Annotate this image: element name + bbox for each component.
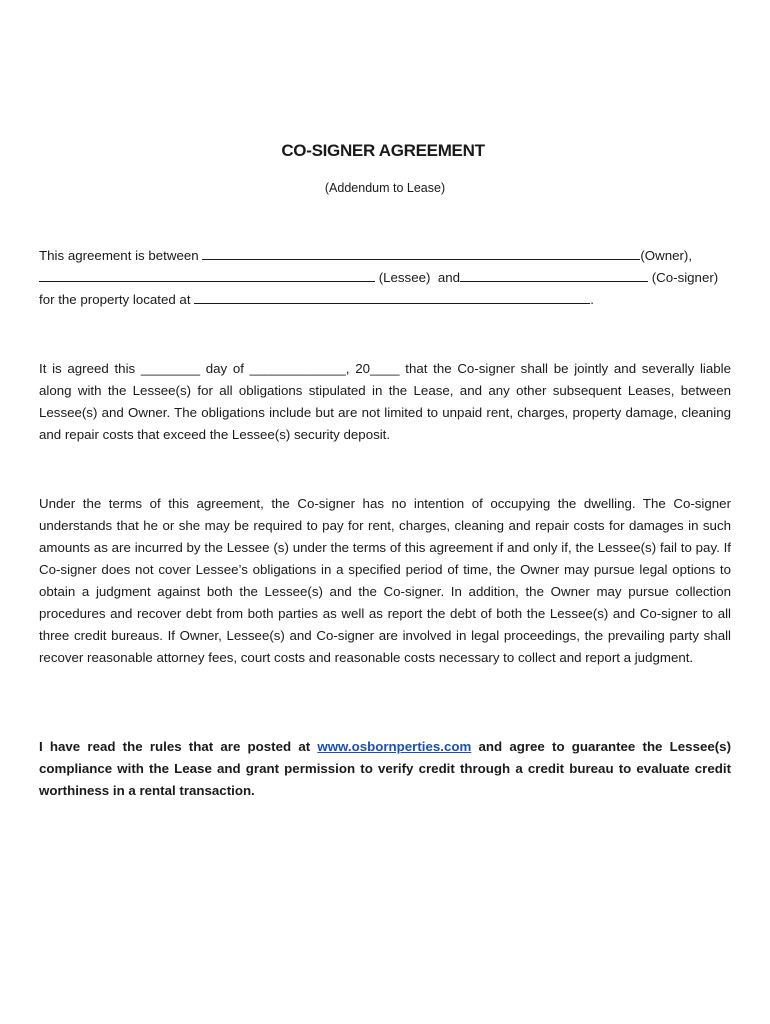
acknowledgement-intro: I have read the rules that are posted at <box>39 739 318 754</box>
cosigner-label: (Co-signer) <box>648 270 719 285</box>
document-title: CO-SIGNER AGREEMENT <box>281 141 485 160</box>
acknowledgement-body: and agree to guarantee the Lessee(s) compliance with the Lease and grant permission to verify credit through a credit bureau to evaluate credit worthiness in a rental transaction. <box>39 739 732 798</box>
parties-line-1 <box>39 245 692 267</box>
cosigner-name-field[interactable] <box>460 269 648 282</box>
property-line-end: . <box>590 292 594 307</box>
agreement-paragraph: It is agreed this ________ day of _____________, 20____ that the Co-signer shall be jointly and severally liable along with the Lessee(s) for all obligations stipulated in the Lease, and any other subsequent Leases, between Lessee(s) and Owner. The obligations include but are not limited to unpaid rent, charges, property damage, cleaning and repair costs that exceed the Lessee(s) security deposit. <box>39 361 731 442</box>
lessee-name-field[interactable] <box>39 269 375 282</box>
owner-label: (Owner), <box>640 248 693 263</box>
owner-name-field[interactable] <box>202 247 640 260</box>
parties-line-2 <box>39 267 718 289</box>
acknowledgement-paragraph <box>39 736 731 802</box>
terms-paragraph: Under the terms of this agreement, the Co-signer has no intention of occupying the dwelling. The Co-signer understands that he or she may be required to pay for rent, charges, cleaning and repair costs for damages in such amounts as are incurred by the Lessee (s) under the terms of this agreement if and only if, the Lessee(s) fail to pay. If Co-signer does not cover Lessee’s obligations in a specified period of time, the Owner may pursue legal options to obtain a judgment against both the Lessee(s) and the Co-signer. In addition, the Owner may pursue collection procedures and recover debt from both parties as well as report the debt of both the Lessee(s) and Co-signer to all three credit bureaus. If Owner, Lessee(s) and Co-signer are involved in legal proceedings, the prevailing party shall recover reasonable attorney fees, court costs and reasonable costs necessary to collect and report a judgment. <box>39 496 731 665</box>
rules-website-link[interactable]: www.osbornperties.com <box>317 739 472 754</box>
parties-line-3 <box>39 289 594 311</box>
document-subtitle: (Addendum to Lease) <box>324 181 446 195</box>
parties-intro-text: This agreement is between <box>39 248 203 263</box>
property-label: for the property located at <box>39 292 195 307</box>
lessee-label: (Lessee) and <box>375 270 461 285</box>
property-address-field[interactable] <box>194 291 590 304</box>
